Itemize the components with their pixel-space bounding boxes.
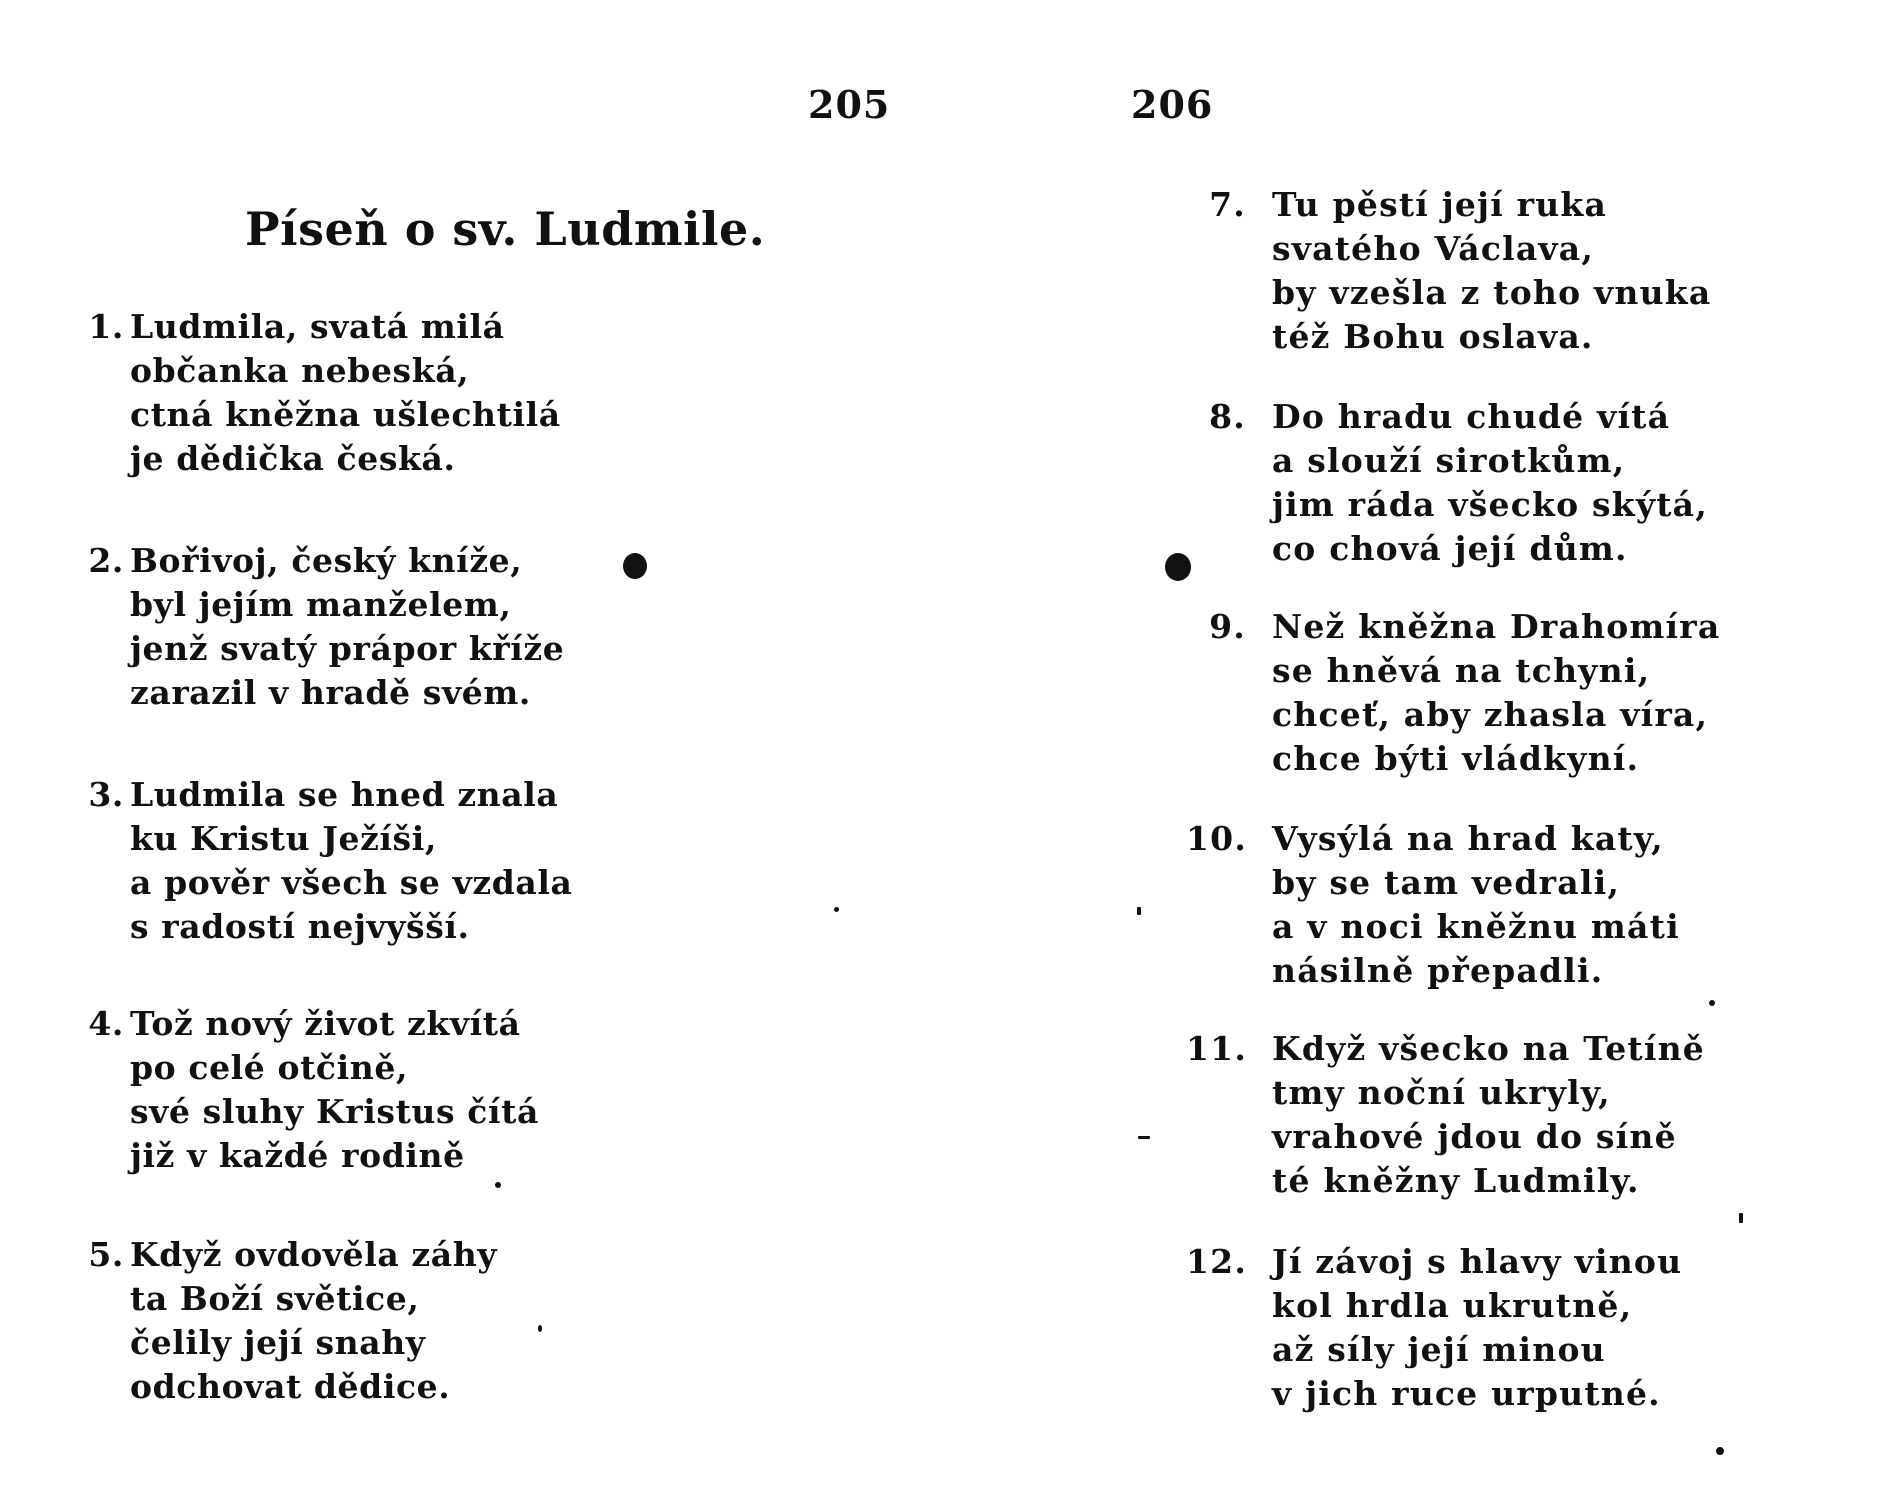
verse-line: a v noci kněžnu máti [1272,907,1680,946]
verse-line: by vzešla z toho vnuka [1272,273,1712,312]
verse-line: Tu pěstí její ruka [1272,185,1608,224]
verse-line: a pověr všech se vzdala [130,863,573,902]
ink-speck [1739,1213,1743,1223]
verse-line: tmy noční ukryly, [1272,1073,1611,1112]
stanza-number: 4. [88,1004,124,1043]
stanza-number: 5. [88,1235,124,1274]
verse-line: též Bohu oslava. [1272,317,1594,356]
verse-line: Bořivoj, český kníže, [130,541,523,580]
stanza-number: 11. [1186,1029,1248,1068]
verse-line: a slouží sirotkům, [1272,441,1626,480]
verse-line: odchovat dědice. [130,1367,451,1406]
verse-line: Vysýlá na hrad katy, [1272,819,1664,858]
stanza [88,1002,539,1178]
verse-line: čelily její snahy [130,1323,426,1362]
verse-line: Do hradu chudé vítá [1272,397,1671,436]
verse-line: již v každé rodině [130,1136,465,1175]
verse-line: vrahové jdou do síně [1272,1117,1677,1156]
ink-speck [1709,1000,1715,1006]
verse-line: svatého Václava, [1272,229,1595,268]
verse-line: po celé otčině, [130,1048,409,1087]
verse-line: Ludmila, svatá milá [130,307,505,346]
verse-line: zarazil v hradě svém. [130,673,531,712]
page-number: 205 [808,82,891,127]
verse-line: je dědička česká. [130,439,456,478]
song-title: Píseň o sv. Ludmile. [245,202,766,256]
stanza-number: 10. [1186,819,1248,858]
ink-speck [1137,907,1141,915]
stanza [88,1233,498,1409]
stanza [1209,605,1721,781]
stanza-number: 8. [1209,397,1246,436]
verse-line: jim ráda všecko skýtá, [1272,485,1708,524]
stanza [1186,817,1680,993]
verse-line: své sluhy Kristus čítá [130,1092,539,1131]
verse-line: Tož nový život zkvítá [130,1004,521,1043]
ink-speck [538,1325,542,1332]
page-number: 206 [1131,82,1214,127]
verse-line: byl jejím manželem, [130,585,512,624]
verse-line: ku Kristu Ježíši, [130,819,437,858]
stanza [1186,1240,1683,1416]
verse-line: Když všecko na Tetíně [1272,1029,1705,1068]
stanza [1209,183,1712,359]
stanza [88,305,561,481]
verse-line: té kněžny Ludmily. [1272,1161,1640,1200]
stanza-number: 1. [88,307,124,346]
stanza-number: 3. [88,775,124,814]
verse-line: chceť, aby zhasla víra, [1272,695,1709,734]
stanza [1209,395,1708,571]
verse-line: chce býti vládkyní. [1272,739,1640,778]
ink-speck [1165,553,1191,581]
ink-speck [495,1182,501,1188]
verse-line: Ludmila se hned znala [130,775,559,814]
stanza [88,773,573,949]
verse-line: by se tam vedrali, [1272,863,1621,902]
stanza-number: 12. [1186,1242,1248,1281]
verse-line: občanka nebeská, [130,351,470,390]
verse-line: Když ovdověla záhy [130,1235,498,1274]
verse-line: ta Boží světice, [130,1279,420,1318]
verse-line: se hněvá na tchyni, [1272,651,1651,690]
stanza-number: 7. [1209,185,1246,224]
verse-line: s radostí nejvyšší. [130,907,470,946]
ink-speck [834,907,839,912]
verse-line: kol hrdla ukrutně, [1272,1286,1633,1325]
right-page [946,0,1892,1500]
verse-line: násilně přepadli. [1272,951,1604,990]
stanza-number: 9. [1209,607,1246,646]
verse-line: v jich ruce urputné. [1272,1374,1661,1413]
verse-line: Než kněžna Drahomíra [1272,607,1721,646]
verse-line: Jí závoj s hlavy vinou [1272,1242,1683,1281]
verse-line: ctná kněžna ušlechtilá [130,395,561,434]
verse-line: jenž svatý prápor kříže [130,629,565,668]
stanza [1186,1027,1705,1203]
ink-speck [1138,1136,1150,1139]
verse-line: až síly její minou [1272,1330,1606,1369]
ink-speck [1716,1447,1724,1455]
ink-speck [623,553,647,579]
stanza-number: 2. [88,541,124,580]
stanza [88,539,565,715]
verse-line: co chová její dům. [1272,529,1628,568]
